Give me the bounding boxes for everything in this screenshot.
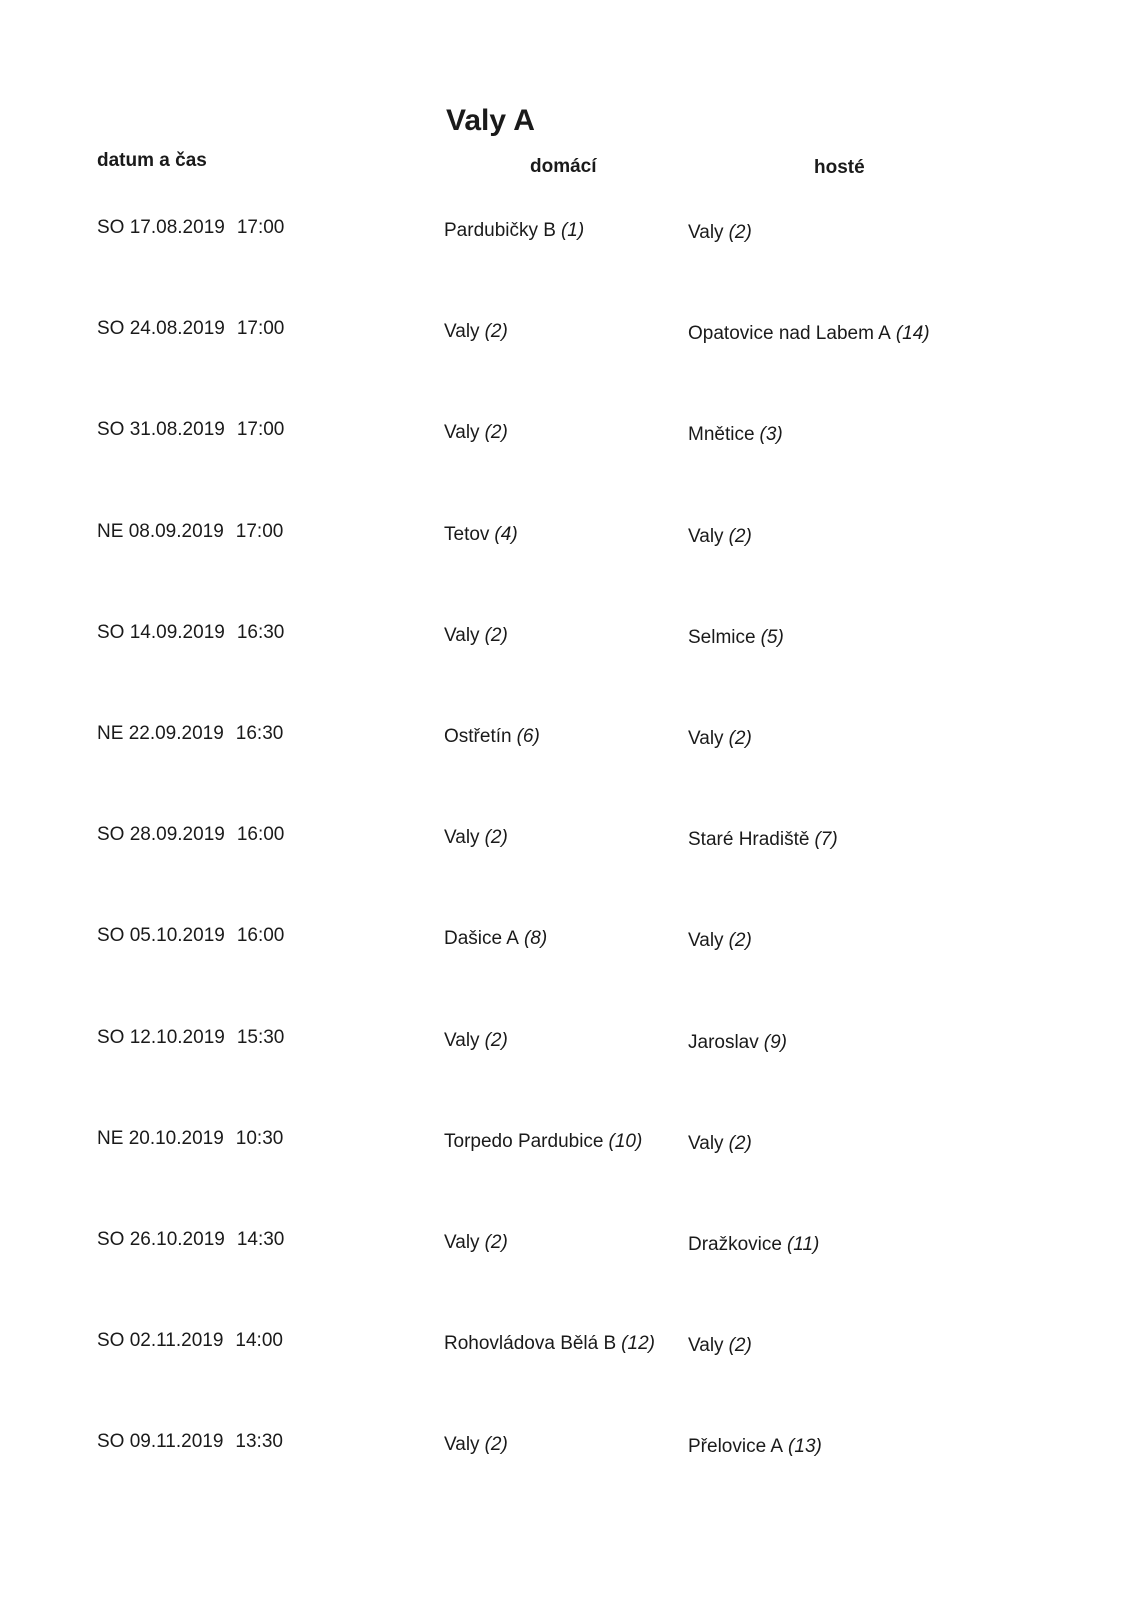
home-team: Ostřetín	[444, 726, 512, 747]
home-rank: (2)	[484, 827, 508, 848]
match-day: SO	[97, 824, 125, 845]
match-row	[0, 1432, 1132, 1462]
match-datetime	[97, 1331, 283, 1350]
guest-rank: (7)	[814, 829, 838, 850]
match-date: 05.10.2019	[129, 925, 225, 946]
guest-rank: (11)	[786, 1234, 820, 1255]
match-date: 02.11.2019	[129, 1330, 224, 1351]
match-time: 15:30	[236, 1027, 285, 1048]
guest-rank: (2)	[728, 728, 752, 749]
match-datetime	[97, 522, 283, 541]
match-row	[0, 1331, 1132, 1361]
match-time: 10:30	[235, 1128, 284, 1149]
guest-rank: (3)	[759, 424, 783, 445]
match-day: SO	[97, 217, 125, 238]
match-guest	[688, 324, 930, 343]
match-date: 17.08.2019	[129, 217, 225, 238]
match-day: SO	[97, 1431, 125, 1452]
home-rank: (1)	[560, 220, 585, 241]
guest-team: Jaroslav	[688, 1032, 759, 1053]
guest-team: Valy	[688, 222, 724, 243]
match-guest	[688, 1437, 822, 1456]
guest-rank: (13)	[788, 1436, 822, 1457]
match-time: 16:00	[236, 925, 285, 946]
match-home	[444, 221, 584, 240]
match-home	[444, 626, 508, 645]
match-date: 08.09.2019	[128, 521, 224, 542]
guest-rank: (2)	[728, 930, 752, 951]
header-guest: hosté	[814, 157, 865, 178]
home-team: Valy	[444, 625, 480, 646]
match-home	[444, 1334, 655, 1353]
home-rank: (2)	[484, 1434, 508, 1455]
match-guest	[688, 1235, 819, 1254]
header-date: datum a čas	[97, 150, 207, 171]
match-row	[0, 825, 1132, 855]
match-row	[0, 623, 1132, 653]
page-title: Valy A	[446, 104, 535, 137]
match-date: 24.08.2019	[129, 318, 225, 339]
guest-team: Opatovice nad Labem A	[688, 323, 891, 344]
match-guest	[688, 223, 752, 242]
match-datetime	[97, 1129, 283, 1148]
home-rank: (8)	[523, 928, 548, 949]
guest-rank: (2)	[728, 526, 752, 547]
match-home	[444, 525, 518, 544]
home-rank: (4)	[494, 524, 518, 545]
match-row	[0, 420, 1132, 450]
match-time: 17:00	[235, 521, 284, 542]
match-time: 17:00	[236, 217, 285, 238]
match-time: 16:00	[236, 824, 285, 845]
home-rank: (2)	[484, 321, 508, 342]
home-team: Valy	[444, 422, 480, 443]
match-row	[0, 1028, 1132, 1058]
match-home	[444, 1233, 508, 1252]
guest-team: Staré Hradiště	[688, 829, 810, 850]
match-time: 17:00	[236, 419, 285, 440]
match-day: NE	[97, 1128, 124, 1149]
guest-rank: (5)	[760, 627, 784, 648]
guest-team: Valy	[688, 1335, 724, 1356]
match-date: 20.10.2019	[128, 1128, 224, 1149]
match-time: 14:00	[235, 1330, 283, 1351]
match-home	[444, 727, 540, 746]
home-team: Dašice A	[444, 928, 519, 949]
header-home: domácí	[530, 156, 597, 177]
home-rank: (2)	[484, 422, 508, 443]
home-rank: (2)	[484, 1232, 508, 1253]
match-day: SO	[97, 1027, 125, 1048]
match-row	[0, 319, 1132, 349]
guest-team: Přelovice A	[688, 1436, 784, 1457]
match-day: SO	[97, 318, 125, 339]
match-time: 13:30	[235, 1431, 283, 1452]
match-datetime	[97, 724, 283, 743]
match-home	[444, 423, 508, 442]
home-rank: (2)	[484, 625, 508, 646]
match-row	[0, 1230, 1132, 1260]
match-day: SO	[97, 1330, 125, 1351]
match-datetime	[97, 825, 284, 844]
guest-team: Valy	[688, 728, 724, 749]
match-guest	[688, 1033, 787, 1052]
home-team: Valy	[444, 1232, 480, 1253]
match-date: 22.09.2019	[128, 723, 224, 744]
match-row	[0, 1129, 1132, 1159]
guest-rank: (9)	[763, 1032, 787, 1053]
match-day: SO	[97, 925, 125, 946]
home-rank: (6)	[516, 726, 540, 747]
match-date: 28.09.2019	[129, 824, 225, 845]
match-guest	[688, 931, 752, 950]
match-guest	[688, 425, 783, 444]
match-guest	[688, 527, 752, 546]
home-team: Valy	[444, 1434, 480, 1455]
home-rank: (12)	[621, 1333, 655, 1354]
guest-rank: (14)	[895, 323, 930, 344]
match-guest	[688, 729, 752, 748]
match-date: 26.10.2019	[129, 1229, 225, 1250]
match-datetime	[97, 218, 284, 237]
match-date: 14.09.2019	[129, 622, 225, 643]
home-team: Valy	[444, 1030, 480, 1051]
match-guest	[688, 830, 838, 849]
match-datetime	[97, 319, 284, 338]
match-home	[444, 1132, 642, 1151]
match-time: 14:30	[236, 1229, 285, 1250]
guest-team: Selmice	[688, 627, 756, 648]
match-day: SO	[97, 622, 125, 643]
home-rank: (10)	[608, 1131, 643, 1152]
home-team: Tetov	[444, 524, 490, 545]
match-time: 16:30	[235, 723, 284, 744]
guest-rank: (2)	[728, 1133, 752, 1154]
match-guest	[688, 1336, 752, 1355]
home-rank: (2)	[484, 1030, 508, 1051]
match-home	[444, 1435, 508, 1454]
guest-rank: (2)	[728, 1335, 752, 1356]
match-guest	[688, 1134, 752, 1153]
match-row	[0, 926, 1132, 956]
match-datetime	[97, 420, 284, 439]
match-row	[0, 218, 1132, 248]
match-datetime	[97, 926, 284, 945]
guest-team: Valy	[688, 1133, 724, 1154]
match-home	[444, 929, 547, 948]
guest-team: Valy	[688, 930, 724, 951]
home-team: Torpedo Pardubice	[444, 1131, 604, 1152]
home-team: Valy	[444, 827, 480, 848]
home-team: Pardubičky B	[444, 220, 556, 241]
match-datetime	[97, 1028, 284, 1047]
match-day: NE	[97, 521, 124, 542]
match-day: NE	[97, 723, 124, 744]
guest-rank: (2)	[728, 222, 752, 243]
match-home	[444, 322, 508, 341]
home-team: Valy	[444, 321, 480, 342]
match-row	[0, 724, 1132, 754]
match-date: 09.11.2019	[129, 1431, 224, 1452]
guest-team: Dražkovice	[688, 1234, 782, 1255]
match-date: 12.10.2019	[129, 1027, 225, 1048]
match-datetime	[97, 623, 284, 642]
match-datetime	[97, 1432, 283, 1451]
home-team: Rohovládova Bělá B	[444, 1333, 617, 1354]
guest-team: Mnětice	[688, 424, 755, 445]
match-guest	[688, 628, 784, 647]
match-date: 31.08.2019	[129, 419, 225, 440]
match-row	[0, 522, 1132, 552]
match-day: SO	[97, 419, 125, 440]
match-day: SO	[97, 1229, 125, 1250]
guest-team: Valy	[688, 526, 724, 547]
match-home	[444, 1031, 508, 1050]
match-time: 16:30	[236, 622, 285, 643]
match-home	[444, 828, 508, 847]
match-datetime	[97, 1230, 284, 1249]
match-time: 17:00	[236, 318, 285, 339]
